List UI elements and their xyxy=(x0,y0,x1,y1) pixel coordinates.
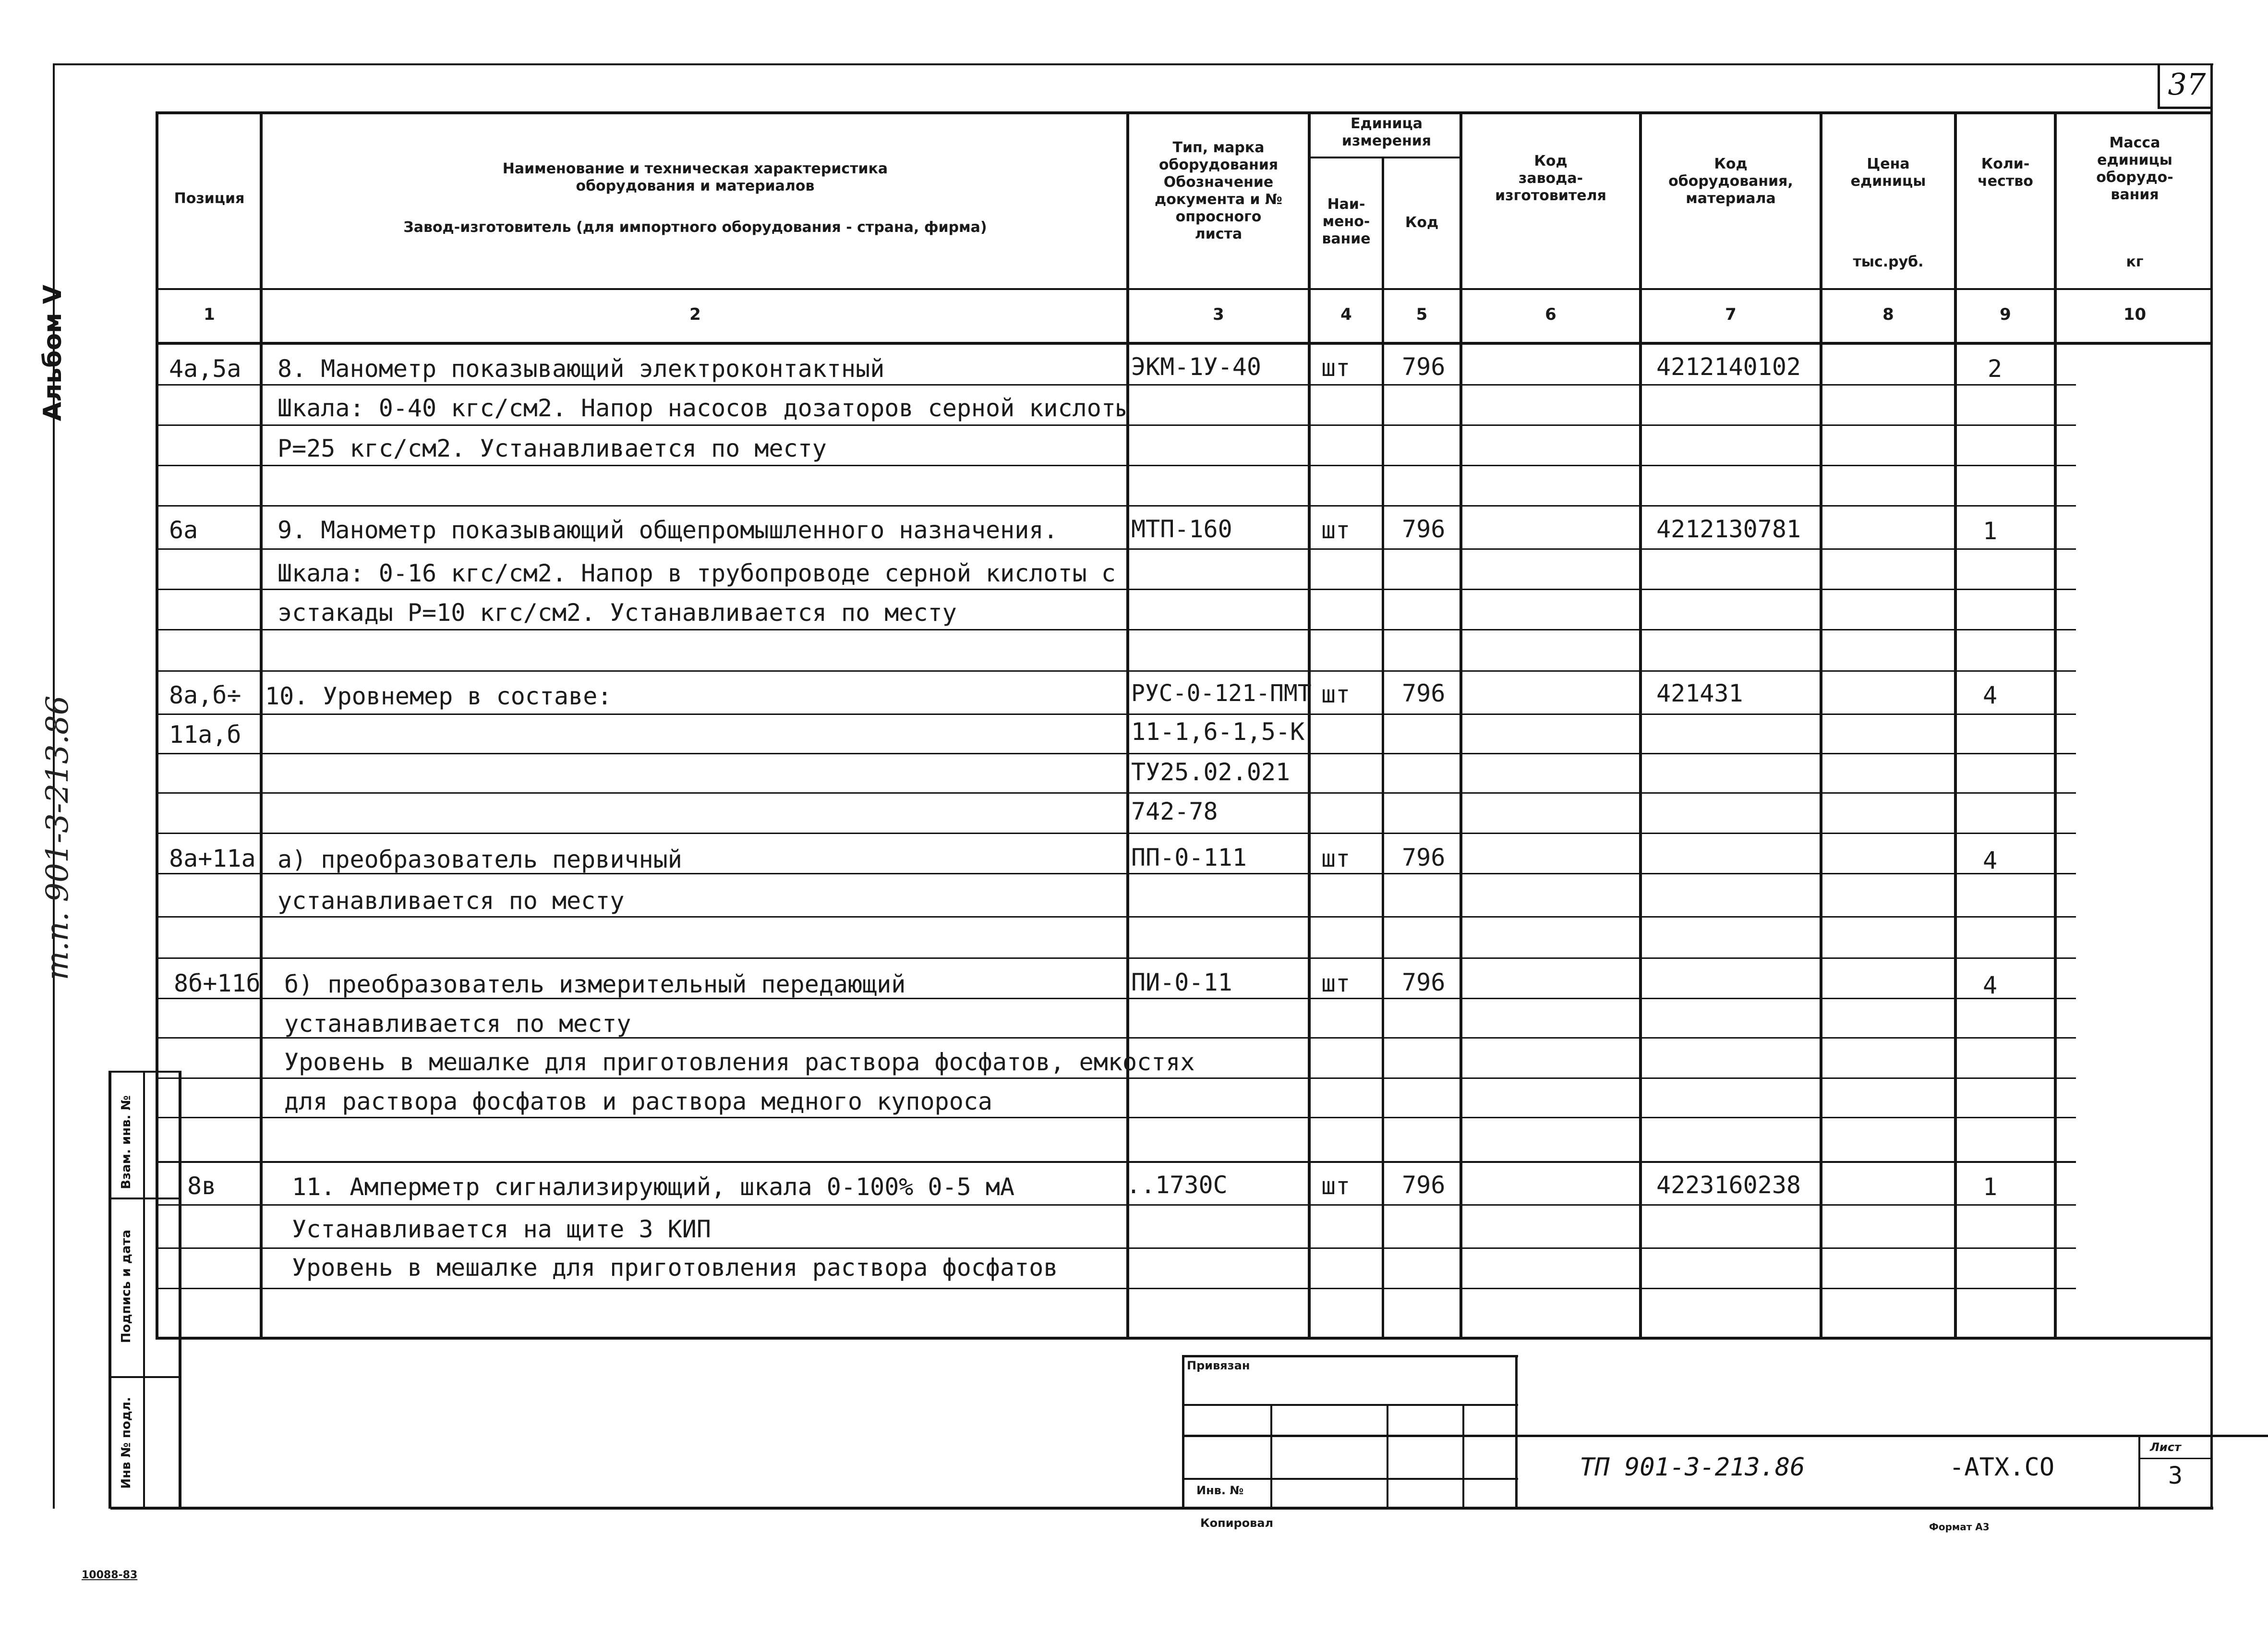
inner-frame-bottom xyxy=(110,1507,2213,1510)
row-7-position: 8а,б÷ xyxy=(169,681,241,709)
col-number-7: 7 xyxy=(1725,305,1737,324)
stamp-format: Формат А3 xyxy=(1929,1521,1990,1533)
row-1-position: 4а,5а xyxy=(169,355,241,383)
header-mass-unit: кг xyxy=(2126,254,2144,270)
row-4-quantity: 1 xyxy=(1983,517,1998,545)
row-4-equipment-code: 4212130781 xyxy=(1656,515,1801,543)
row-6-name: эстакады Р=10 кгс/см2. Устанавливается по месту xyxy=(277,599,957,627)
row-13-name: б) преобразователь измерительный передающий xyxy=(284,970,906,998)
stamp-privyazan: Привязан xyxy=(1187,1359,1250,1372)
stamp-sheet-label: Лист xyxy=(2150,1440,2181,1454)
row-11-unit-code: 796 xyxy=(1402,844,1446,871)
row-13-type: ПИ-0-11 xyxy=(1131,968,1232,996)
side-stamp-vzam: Взам. инв. № xyxy=(119,1095,133,1189)
row-11-quantity: 4 xyxy=(1983,847,1998,874)
side-stamp-inv: Инв № подл. xyxy=(119,1397,133,1489)
col-number-8: 8 xyxy=(1882,305,1894,324)
row-7-name: 10. Уровнемер в составе: xyxy=(265,682,612,710)
header-name-line2: Завод-изготовитель (для импортного оборудования - страна, фирма) xyxy=(403,219,987,236)
document-code: ТП 901-3-213.86 xyxy=(1580,1453,1805,1482)
row-17-unit-code: 796 xyxy=(1402,1171,1446,1199)
row-1-unit-code: 796 xyxy=(1402,353,1446,381)
row-18-name: Устанавливается на щите 3 КИП xyxy=(292,1215,711,1243)
stamp-corner-code: 10088-83 xyxy=(82,1569,138,1581)
row-4-position: 6а xyxy=(169,516,198,544)
header-price-unit: тыс.руб. xyxy=(1853,254,1924,270)
row-17-position: 8в xyxy=(187,1172,217,1200)
header-equipment-code: Код оборудования, материала xyxy=(1668,156,1793,207)
row-10-type: 742-78 xyxy=(1131,798,1218,825)
row-2-name: Шкала: 0-40 кгс/см2. Напор насосов дозаторов серной кислоты xyxy=(277,394,1131,422)
handwritten-reference: т.п. 901-3-213.86 xyxy=(40,695,75,980)
row-13-position: 8б+11б xyxy=(174,969,261,997)
header-unit-name: Наи- мено- вание xyxy=(1322,196,1371,247)
row-5-name: Шкала: 0-16 кгс/см2. Напор в трубопроводе серной кислоты с xyxy=(277,559,1116,587)
header-quantity: Коли- чество xyxy=(1978,156,2033,190)
row-17-unit: шт xyxy=(1321,1172,1351,1200)
header-unit-code: Код xyxy=(1405,214,1439,231)
row-11-name: а) преобразователь первичный xyxy=(277,846,682,873)
row-1-name: 8. Манометр показывающий электроконтактный xyxy=(277,355,885,383)
row-13-unit: шт xyxy=(1321,969,1351,997)
col-number-1: 1 xyxy=(204,305,215,324)
side-stamp-podpis: Подпись и дата xyxy=(119,1229,133,1343)
row-4-unit: шт xyxy=(1321,516,1351,544)
document-suffix: -АТХ.СО xyxy=(1949,1453,2055,1482)
row-4-type: МТП-160 xyxy=(1131,515,1232,543)
row-1-type: ЭКМ-1У-40 xyxy=(1131,353,1261,381)
row-17-type: ..1730С xyxy=(1126,1171,1228,1199)
row-11-unit: шт xyxy=(1321,845,1351,872)
row-14-name: устанавливается по месту xyxy=(284,1010,631,1038)
row-4-name: 9. Манометр показывающий общепромышленного назначения. xyxy=(277,516,1058,544)
col-number-6: 6 xyxy=(1545,305,1556,324)
table-top-border xyxy=(156,111,2213,114)
row-8-position: 11а,б xyxy=(169,721,241,749)
col-number-3: 3 xyxy=(1213,305,1224,324)
row-13-unit-code: 796 xyxy=(1402,968,1446,996)
col-number-10: 10 xyxy=(2123,305,2147,324)
row-7-unit-code: 796 xyxy=(1402,679,1446,707)
outer-frame-top xyxy=(53,63,2213,65)
row-7-quantity: 4 xyxy=(1983,681,1998,709)
row-4-unit-code: 796 xyxy=(1402,515,1446,543)
header-type: Тип, марка оборудования Обозначение документа и № опросного листа xyxy=(1155,139,1282,242)
row-12-name: устанавливается по месту xyxy=(277,887,625,915)
row-1-equipment-code: 4212140102 xyxy=(1656,353,1801,381)
row-17-name: 11. Амперметр сигнализирующий, шкала 0-100% 0-5 мА xyxy=(292,1173,1015,1201)
row-1-quantity: 2 xyxy=(1988,355,2003,383)
row-15-name: Уровень в мешалке для приготовления раствора фосфатов, емкостях xyxy=(284,1048,1195,1076)
col-number-9: 9 xyxy=(2000,305,2011,324)
table-body-bottom xyxy=(156,1337,2213,1340)
row-19-name: Уровень в мешалке для приготовления раствора фосфатов xyxy=(292,1254,1058,1282)
row-7-unit: шт xyxy=(1321,680,1351,708)
row-11-position: 8а+11а xyxy=(169,845,256,872)
header-factory-code: Код завода- изготовителя xyxy=(1495,153,1606,204)
header-price: Цена единицы xyxy=(1850,156,1926,190)
row-1-unit: шт xyxy=(1321,354,1351,382)
row-16-name: для раствора фосфатов и раствора медного купороса xyxy=(284,1088,993,1115)
inner-frame-right xyxy=(2210,63,2213,1509)
row-17-quantity: 1 xyxy=(1983,1173,1998,1201)
header-name-line1: Наименование и техническая характеристика оборудования и материалов xyxy=(502,160,888,194)
row-3-name: Р=25 кгс/см2. Устанавливается по месту xyxy=(277,435,827,462)
row-9-type: ТУ25.02.021 xyxy=(1131,758,1291,786)
col-line-left xyxy=(156,111,158,1339)
album-label: Альбом V xyxy=(38,284,67,422)
stamp-sheet-number: 3 xyxy=(2168,1462,2183,1489)
row-13-quantity: 4 xyxy=(1983,971,1998,999)
sheet-number: 37 xyxy=(2168,67,2206,102)
stamp-copied: Копировал xyxy=(1200,1516,1274,1530)
row-7-equipment-code: 421431 xyxy=(1656,679,1743,707)
row-8-type: 11-1,6-1,5-К xyxy=(1131,718,1305,746)
row-7-type: РУС-0-121-ПМТ xyxy=(1131,680,1312,707)
row-11-type: ПП-0-111 xyxy=(1131,844,1247,871)
header-unit-group: Единица измерения xyxy=(1341,115,1432,149)
col-number-2: 2 xyxy=(689,305,701,324)
stamp-inv-no: Инв. № xyxy=(1196,1484,1244,1497)
row-17-equipment-code: 4223160238 xyxy=(1656,1171,1801,1199)
header-position: Позиция xyxy=(174,190,245,207)
col-number-4: 4 xyxy=(1340,305,1352,324)
col-number-5: 5 xyxy=(1416,305,1428,324)
header-mass: Масса единицы оборудо- вания xyxy=(2096,134,2173,203)
